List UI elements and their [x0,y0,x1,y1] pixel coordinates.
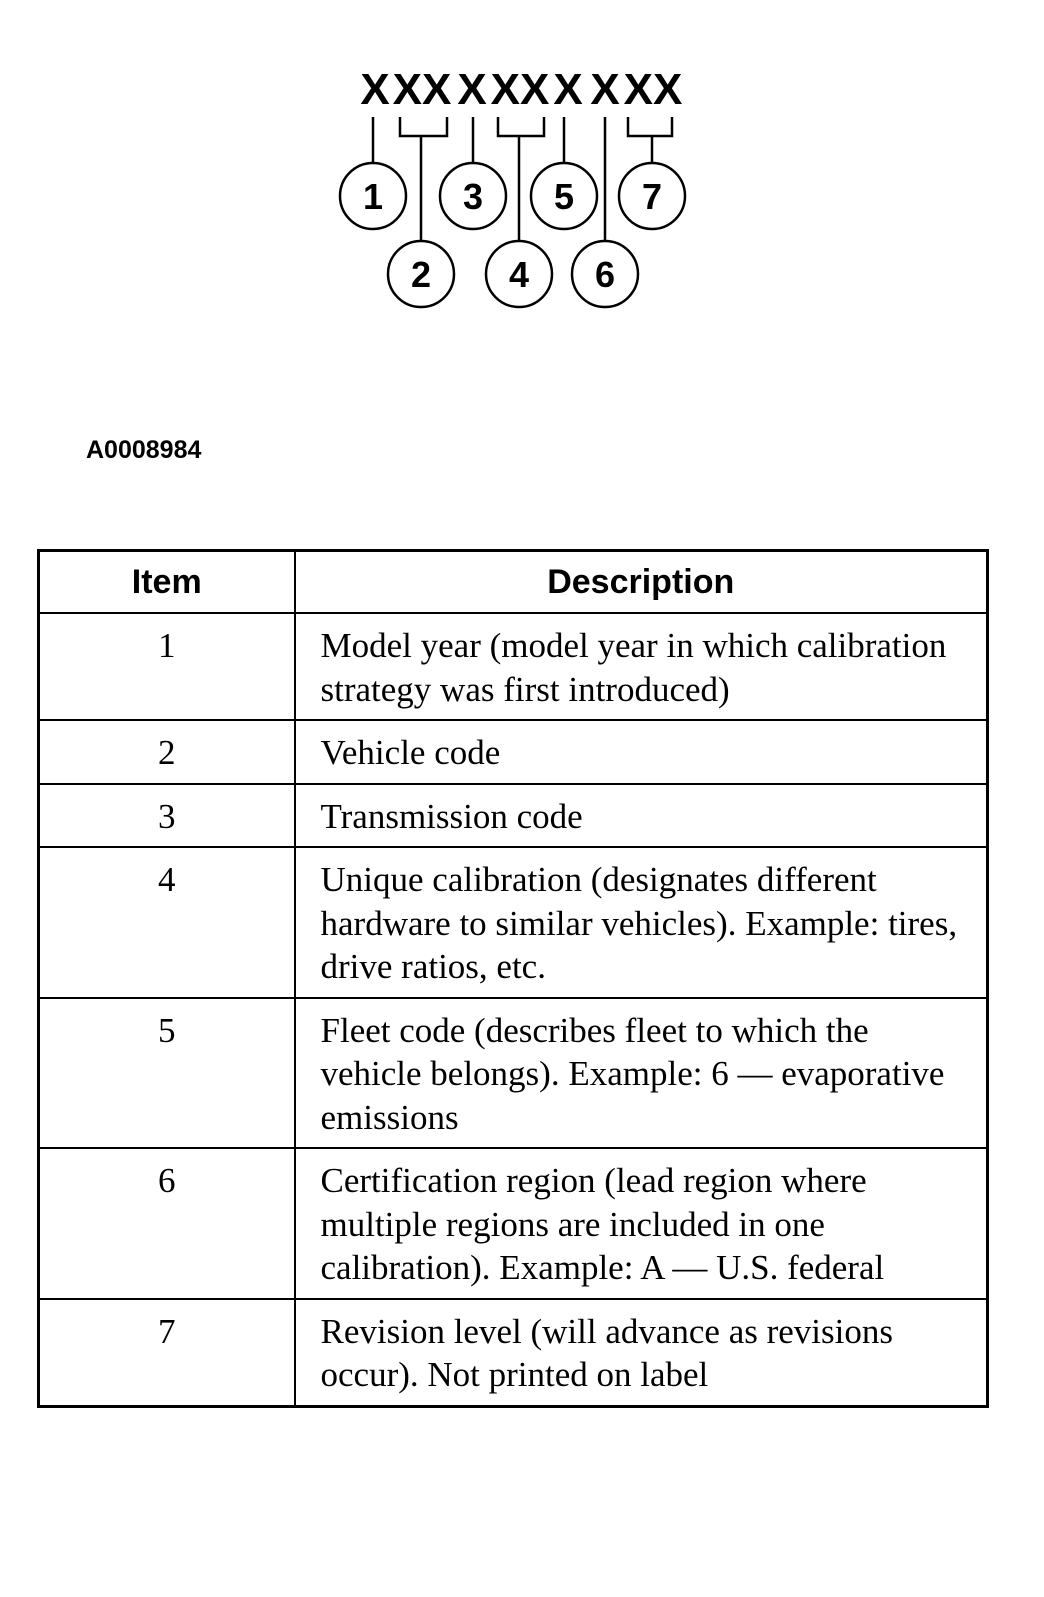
callout-number-3: 3 [462,176,484,217]
item-number: 5 [39,998,295,1149]
callout-number-1: 1 [362,176,384,217]
item-description: Fleet code (describes fleet to which the vehicle belongs). Example: 6 — evaporative emissions [295,998,988,1149]
table-row [39,784,988,848]
code-group-6: X [590,65,620,114]
item-number: 6 [39,1148,295,1299]
item-description: Revision level (will advance as revisions occur). Not printed on label [295,1299,988,1407]
code-group-3: X [457,65,487,114]
item-number: 3 [39,784,295,848]
code-group-2: XX [392,65,452,114]
callout-number-5: 5 [553,176,575,217]
item-number: 7 [39,1299,295,1407]
table-row [39,998,988,1149]
legend-table [37,549,989,1408]
item-description: Vehicle code [295,720,988,784]
bracket-7 [628,117,672,136]
code-group-7: XX [623,65,683,114]
item-description: Unique calibration (designates different hardware to similar vehicles). Example: tires, drive ratios, etc. [295,847,988,998]
code-group-5: X [553,65,583,114]
callout-number-4: 4 [508,254,530,295]
calibration-code-diagram [0,0,1044,330]
table-header-row [39,551,988,614]
item-column-header: Item [39,551,295,614]
table-row [39,1148,988,1299]
bracket-4 [498,117,544,136]
callout-number-6: 6 [594,254,616,295]
item-description: Certification region (lead region where multiple regions are included in one calibration). Example: A — U.S. federal [295,1148,988,1299]
table-row [39,847,988,998]
table-row [39,720,988,784]
figure-id: A0008984 [86,436,202,464]
item-number: 4 [39,847,295,998]
table-row [39,613,988,720]
table-row [39,1299,988,1407]
callout-number-7: 7 [641,176,663,217]
item-number: 1 [39,613,295,720]
item-description: Model year (model year in which calibration strategy was first introduced) [295,613,988,720]
code-group-4: XX [490,65,550,114]
code-group-1: X [360,65,390,114]
item-number: 2 [39,720,295,784]
item-description: Transmission code [295,784,988,848]
description-column-header: Description [295,551,988,614]
bracket-2 [400,117,447,136]
callout-number-2: 2 [410,254,432,295]
